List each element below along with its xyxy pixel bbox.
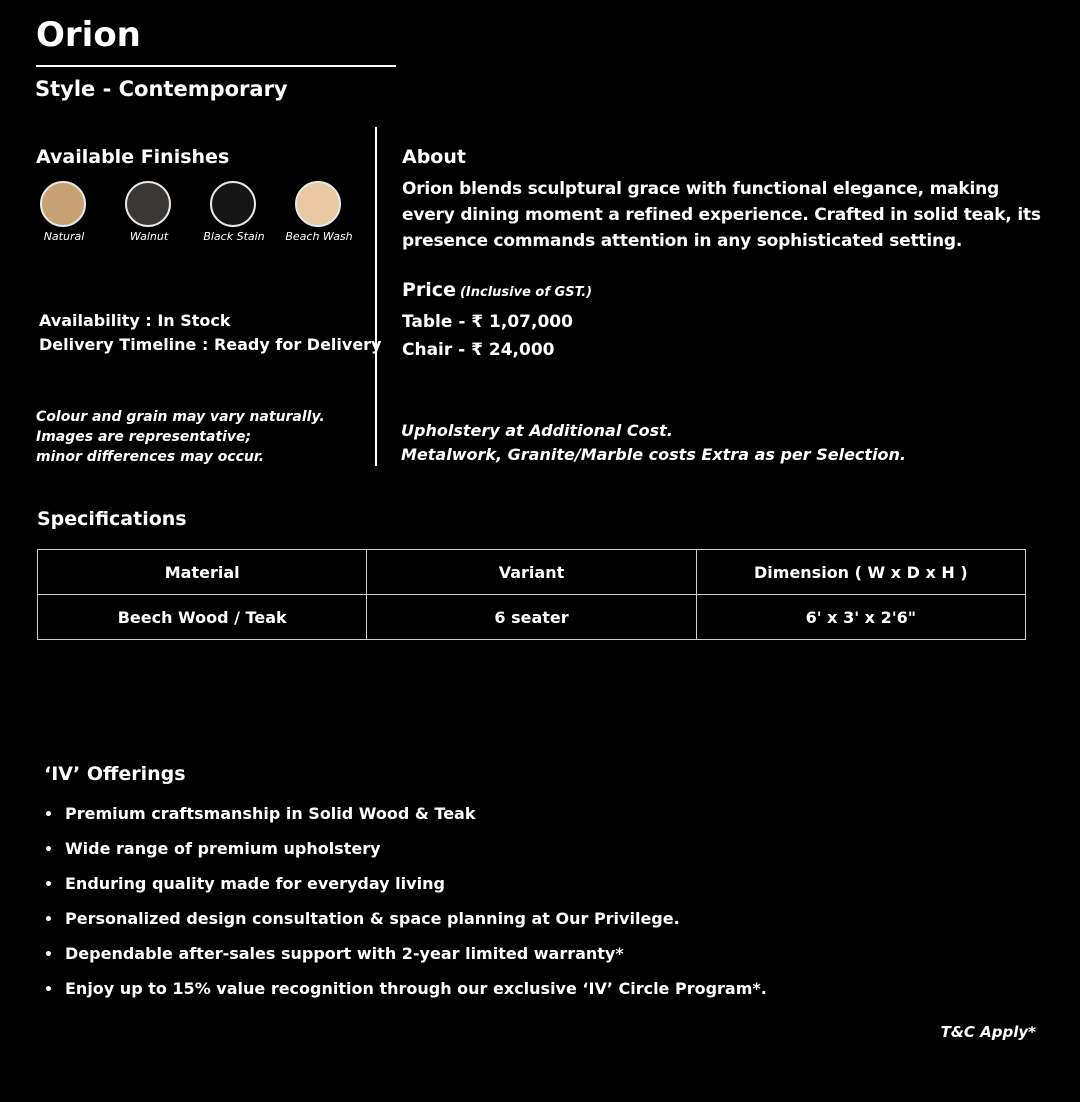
finish-swatch-black-stain[interactable] [210, 181, 256, 227]
offerings-heading: ‘IV’ Offerings [44, 763, 186, 785]
column-header-dimension: Dimension ( W x D x H ) [696, 550, 1025, 595]
column-header-variant: Variant [367, 550, 696, 595]
bullet-icon: • [44, 982, 53, 998]
list-item: • Premium craftsmanship in Solid Wood & Teak [44, 796, 767, 831]
offerings-list [44, 796, 767, 1006]
about-description: Orion blends sculptural grace with functional elegance, making every dining moment a refined experience. Crafted in solid teak, its presence commands attention in any sophisticated setting. [402, 179, 1041, 251]
delivery-timeline: Delivery Timeline : Ready for Delivery [39, 335, 382, 354]
title-divider [36, 65, 396, 67]
column-header-material: Material [38, 550, 367, 595]
cell-variant: 6 seater [367, 595, 696, 640]
finish-swatch-beach-wash[interactable] [295, 181, 341, 227]
product-style: Style - Contemporary [35, 77, 288, 101]
list-item: • Wide range of premium upholstery [44, 831, 767, 866]
about-heading: About [402, 146, 466, 168]
extra-cost-line: Metalwork, Granite/Marble costs Extra as per Selection. [401, 445, 907, 464]
cell-material: Beech Wood / Teak [38, 595, 367, 640]
finish-label-walnut: Walnut [129, 230, 169, 243]
bullet-icon: • [44, 842, 53, 858]
price-table: Table - ₹ 1,07,000 [402, 312, 573, 332]
specifications-table [37, 549, 1026, 640]
bullet-icon: • [44, 912, 53, 928]
specifications-heading: Specifications [37, 508, 187, 530]
column-divider [375, 127, 377, 466]
product-title: Orion [36, 15, 141, 55]
price-gst-note: (Inclusive of GST.) [459, 285, 593, 300]
finish-swatch-natural[interactable] [40, 181, 86, 227]
disclaimer-note [36, 407, 325, 467]
table-header-row [38, 550, 1026, 595]
finish-label-natural: Natural [43, 230, 85, 243]
disclaimer-line: Colour and grain may vary naturally. [36, 409, 325, 425]
finish-label-black-stain: Black Stain [203, 230, 265, 243]
availability-status: Availability : In Stock [39, 311, 231, 330]
disclaimer-line: Images are representative; [36, 429, 252, 445]
table-row [38, 595, 1026, 640]
finishes-heading: Available Finishes [36, 146, 230, 168]
price-heading: Price [402, 279, 456, 301]
finish-label-beach-wash: Beach Wash [285, 230, 353, 243]
bullet-icon: • [44, 807, 53, 823]
list-item: • Personalized design consultation & space planning at Our Privilege. [44, 901, 767, 936]
availability-block [39, 309, 381, 357]
price-chair: Chair - ₹ 24,000 [402, 340, 555, 360]
finish-swatch-walnut[interactable] [125, 181, 171, 227]
price-heading-row [402, 279, 592, 301]
bullet-icon: • [44, 877, 53, 893]
price-list [402, 308, 573, 364]
bullet-icon: • [44, 947, 53, 963]
list-item: • Enjoy up to 15% value recognition through our exclusive ‘IV’ Circle Program*. [44, 971, 767, 1006]
extra-cost-line: Upholstery at Additional Cost. [401, 421, 673, 440]
extra-cost-note [401, 419, 906, 467]
disclaimer-line: minor differences may occur. [36, 449, 265, 465]
terms-note: T&C Apply* [940, 1023, 1036, 1041]
list-item: • Dependable after-sales support with 2-year limited warranty* [44, 936, 767, 971]
list-item: • Enduring quality made for everyday living [44, 866, 767, 901]
cell-dimension: 6' x 3' x 2'6" [696, 595, 1025, 640]
